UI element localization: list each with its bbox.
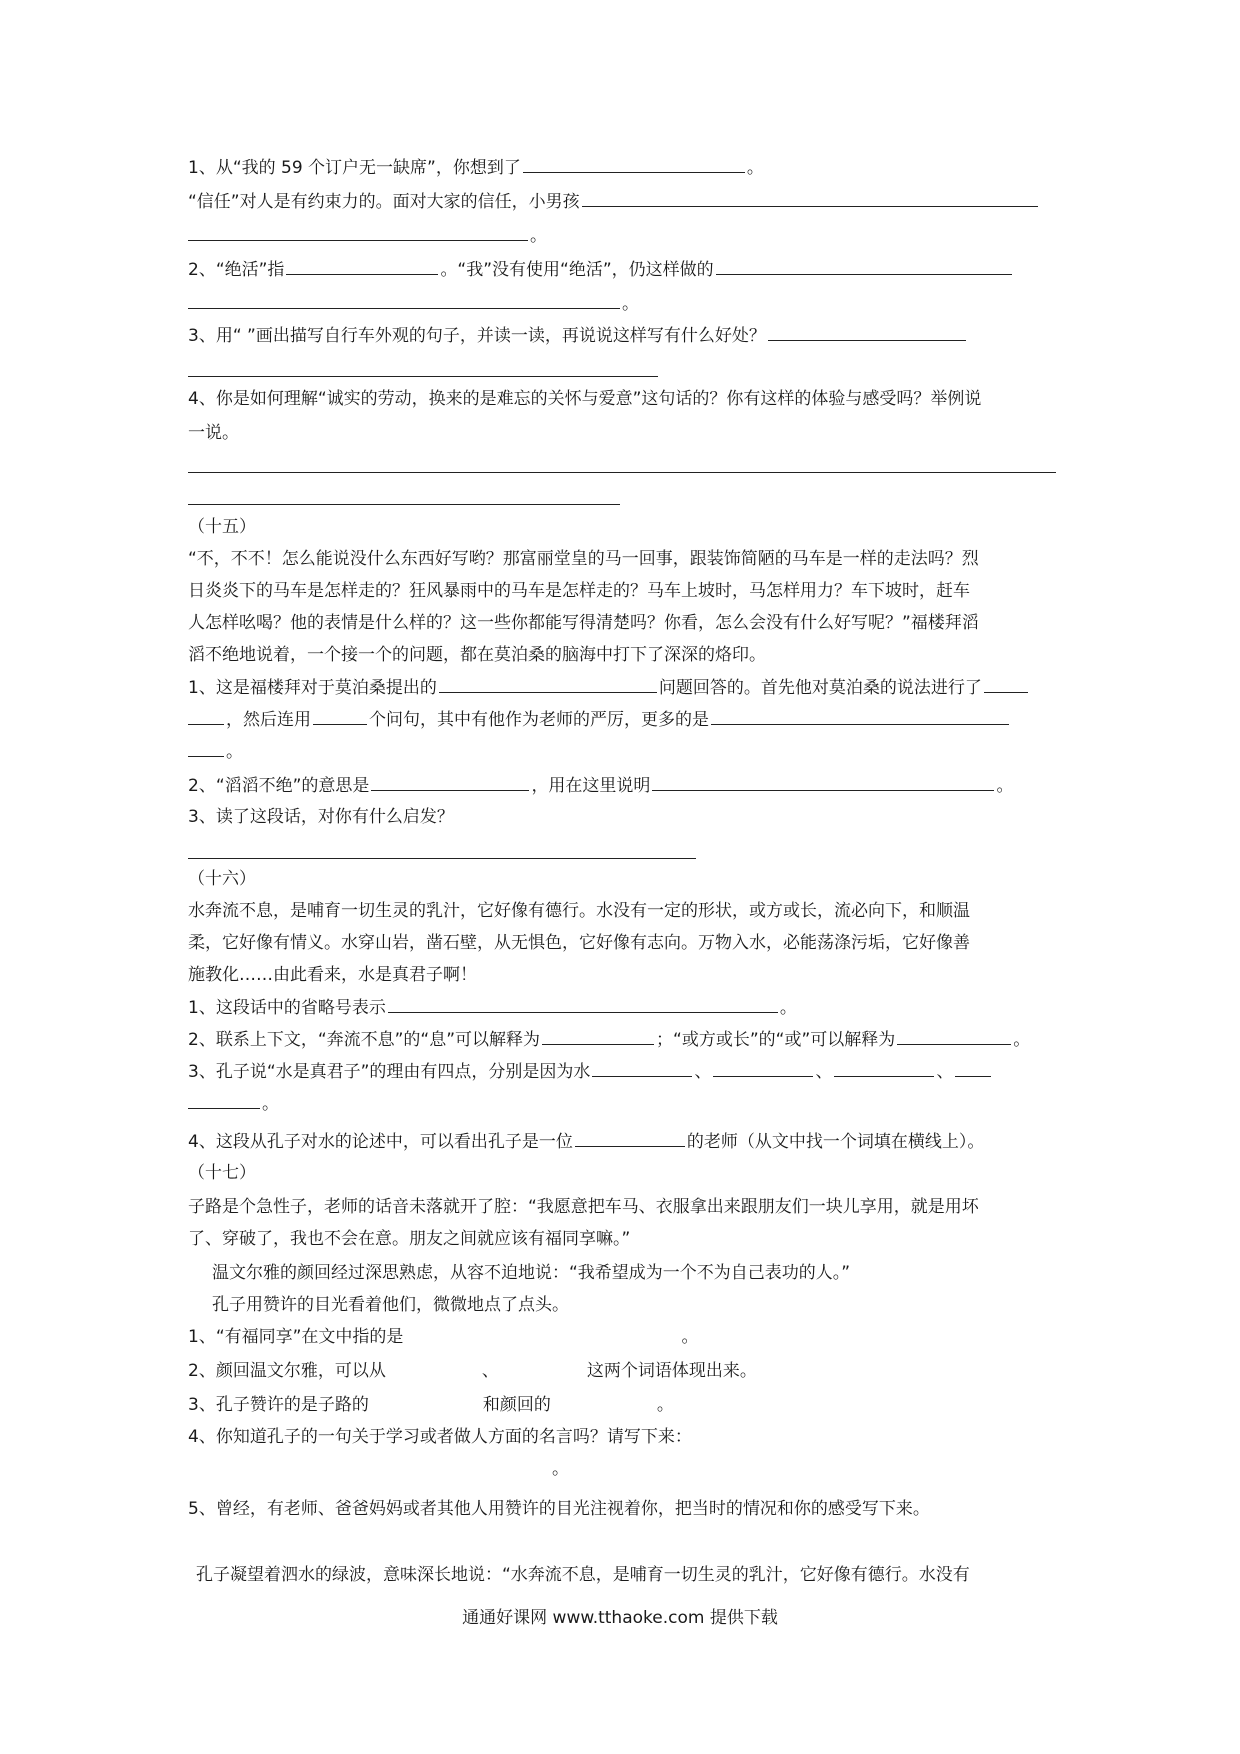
s16-passage-line: 柔，它好像有情义。水穿山岩，凿石壁，从无惧色，它好像有志向。万物入水，必能荡涤污垢，它好像善	[188, 933, 970, 953]
answer-blank[interactable]	[768, 322, 966, 341]
s17-q5-line: 5、曾经，有老师、爸爸妈妈或者其他人用赞许的目光注视着你，把当时的情况和你的感受写下来。	[188, 1499, 930, 1519]
s16-q2a-text: 2、联系上下文，“奔流不息”的“息”可以解释为	[188, 1030, 541, 1050]
s14-q1c-end: 。	[530, 226, 547, 246]
answer-blank[interactable]	[713, 1058, 813, 1077]
answer-blank[interactable]	[955, 1058, 991, 1077]
s14-q4a-line	[188, 386, 981, 412]
s15-q1c-end: 。	[226, 742, 243, 762]
s16-q3a-line	[188, 1058, 993, 1084]
answer-blank[interactable]	[188, 290, 620, 309]
s14-q1a-line	[188, 154, 764, 180]
s15-q1b-line	[188, 706, 1011, 732]
page-footer: 通通好课网 www.tthaoke.com 提供下载	[462, 1608, 778, 1628]
s14-q4b-line	[188, 420, 239, 446]
s16-q3-sep: 、	[815, 1062, 833, 1082]
answer-blank[interactable]	[523, 154, 745, 173]
answer-blank[interactable]	[286, 256, 438, 275]
s17-q1-end: 。	[681, 1327, 699, 1347]
s17-q4-end: 。	[552, 1459, 569, 1479]
s16-q4a-text: 4、这段从孔子对水的论述中，可以看出孔子是一位	[188, 1132, 573, 1152]
s14-q1c-line	[188, 222, 547, 248]
s17-q2b-text: 这两个词语体现出来。	[586, 1361, 757, 1381]
answer-blank[interactable]	[652, 772, 994, 791]
s15-q1a-line	[188, 674, 1030, 700]
answer-blank[interactable]	[188, 222, 528, 241]
s17-q1-line	[188, 1324, 698, 1350]
s15-passage-line: 日炎炎下的马车是怎样走的？狂风暴雨中的马车是怎样走的？马车上坡时，马怎样用力？车下坡时，赶车	[188, 581, 970, 601]
answer-blank[interactable]	[542, 1026, 654, 1045]
answer-blank[interactable]	[711, 706, 1009, 725]
answer-blank[interactable]	[575, 1128, 685, 1147]
s14-q2a-line	[188, 256, 1014, 282]
s17-passage-line: 温文尔雅的颜回经过深思熟虑，从容不迫地说：“我希望成为一个不为自己表功的人。”	[212, 1263, 851, 1283]
s17-q2a-text: 2、颜回温文尔雅，可以从	[188, 1361, 386, 1381]
s14-q1a-end: 。	[746, 158, 764, 178]
s15-q2-end: 。	[996, 776, 1014, 796]
s16-q3b-line	[188, 1090, 279, 1116]
s17-q3-line	[188, 1392, 674, 1418]
s16-q2b-text: ；“或方或长”的“或”可以解释为	[656, 1030, 896, 1050]
answer-blank[interactable]	[388, 994, 778, 1013]
answer-line[interactable]	[188, 858, 696, 859]
s16-q4b-text: 的老师（从文中找一个词填在横线上）。	[686, 1132, 985, 1152]
answer-blank[interactable]	[984, 674, 1028, 693]
s15-q1a-text: 1、这是福楼拜对于莫泊桑提出的	[188, 678, 437, 698]
s15-q1b-b: 个问句，其中有他作为老师的严厉，更多的是	[369, 710, 709, 730]
s17-q4-line: 4、你知道孔子的一句关于学习或者做人方面的名言吗？请写下来：	[188, 1427, 692, 1447]
s16-q3-sep: 、	[936, 1062, 954, 1082]
s15-passage-line: “不，不不！怎么能说没什么东西好写哟？那富丽堂皇的马一回事，跟装饰简陋的马车是一样的走法吗？烈	[188, 549, 979, 569]
answer-blank[interactable]	[582, 188, 1038, 207]
answer-blank[interactable]	[834, 1058, 934, 1077]
s14-q2a-text: 2、“绝活”指	[188, 260, 285, 280]
s14-q4b-text: 一说。	[188, 423, 239, 443]
s15-q2-line	[188, 772, 1013, 798]
s17-passage-line: 孔子用赞许的目光看着他们，微微地点了点头。	[212, 1295, 569, 1315]
s16-passage-line: 水奔流不息，是哺育一切生灵的乳汁，它好像有德行。水没有一定的形状，或方或长，流必向下，和顺温	[188, 901, 970, 921]
s15-q1a-mid: 问题回答的。首先他对莫泊桑的说法进行了	[658, 678, 982, 698]
s17-q3a-text: 3、孔子赞许的是子路的	[188, 1395, 369, 1415]
s15-q1b-a: ，然后连用	[226, 710, 311, 730]
s16-q1-line	[188, 994, 797, 1020]
answer-blank[interactable]	[897, 1026, 1011, 1045]
s16-heading: （十六）	[188, 869, 256, 889]
answer-blank[interactable]	[188, 706, 224, 725]
s16-q1-text: 1、这段话中的省略号表示	[188, 998, 386, 1018]
s15-q2b-text: ，用在这里说明	[531, 776, 651, 796]
answer-line[interactable]	[188, 472, 1056, 473]
s16-q3b-end: 。	[262, 1094, 279, 1114]
s17-q2-line	[188, 1358, 757, 1384]
s14-q2a-mid: 。“我”没有使用“绝活”，仍这样做的	[440, 260, 714, 280]
s14-q3-line	[188, 322, 968, 348]
s16-q3a-text: 3、孔子说“水是真君子”的理由有四点，分别是因为水	[188, 1062, 591, 1082]
answer-line[interactable]	[188, 504, 620, 505]
tail-passage-line: 孔子凝望着泗水的绿波，意味深长地说：“水奔流不息，是哺育一切生灵的乳汁，它好像有德行。水没有	[196, 1565, 970, 1585]
s17-heading: （十七）	[188, 1163, 256, 1183]
s16-q2-end: 。	[1013, 1030, 1031, 1050]
answer-blank[interactable]	[716, 256, 1012, 275]
s14-q4a-text: 4、你是如何理解“诚实的劳动，换来的是难忘的关怀与爱意”这句话的？你有这样的体验与感受吗？举例说	[188, 389, 982, 409]
answer-blank[interactable]	[313, 706, 367, 725]
answer-blank[interactable]	[592, 1058, 692, 1077]
s15-q2a-text: 2、“滔滔不绝”的意思是	[188, 776, 370, 796]
s15-q1c-line	[188, 738, 243, 764]
s16-passage-line: 施教化……由此看来，水是真君子啊！	[188, 965, 477, 985]
s15-heading: （十五）	[188, 517, 256, 537]
s14-q2b-end: 。	[622, 294, 639, 314]
s15-q3-line: 3、读了这段话，对你有什么启发？	[188, 807, 454, 827]
s17-q2-sep: 、	[481, 1361, 499, 1381]
s14-q1a-text: 1、从“我的 59 个订户无一缺席”，你想到了	[188, 158, 521, 178]
answer-line[interactable]	[188, 376, 658, 377]
s17-passage-line: 了、穿破了，我也不会在意。朋友之间就应该有福同享嘛。”	[188, 1229, 631, 1249]
s14-q1b-text: “信任”对人是有约束力的。面对大家的信任，小男孩	[188, 192, 580, 212]
answer-blank[interactable]	[188, 1090, 260, 1109]
answer-blank[interactable]	[188, 738, 224, 757]
s16-q2-line	[188, 1026, 1030, 1052]
s15-passage-line: 人怎样吆喝？他的表情是什么样的？这一些你都能写得清楚吗？你看，怎么会没有什么好写呢？”福楼拜滔	[188, 613, 979, 633]
s17-q1-text: 1、“有福同享”在文中指的是	[188, 1327, 404, 1347]
answer-blank[interactable]	[439, 674, 657, 693]
s16-q1-end: 。	[779, 998, 797, 1018]
answer-blank[interactable]	[371, 772, 529, 791]
s16-q3-sep: 、	[694, 1062, 712, 1082]
s14-q3-text: 3、用“ ”画出描写自行车外观的句子，并读一读，再说说这样写有什么好处？	[188, 326, 766, 346]
s17-q3-end: 。	[656, 1395, 674, 1415]
s14-q1b-line	[188, 188, 1040, 214]
s16-q4-line	[188, 1128, 984, 1154]
s17-q3b-text: 和颜回的	[482, 1395, 551, 1415]
s14-q2b-line	[188, 290, 639, 316]
s15-passage-line: 滔不绝地说着，一个接一个的问题，都在莫泊桑的脑海中打下了深深的烙印。	[188, 645, 766, 665]
s17-passage-line: 子路是个急性子，老师的话音未落就开了腔：“我愿意把车马、衣服拿出来跟朋友们一块儿享用，就是用坏	[188, 1197, 979, 1217]
